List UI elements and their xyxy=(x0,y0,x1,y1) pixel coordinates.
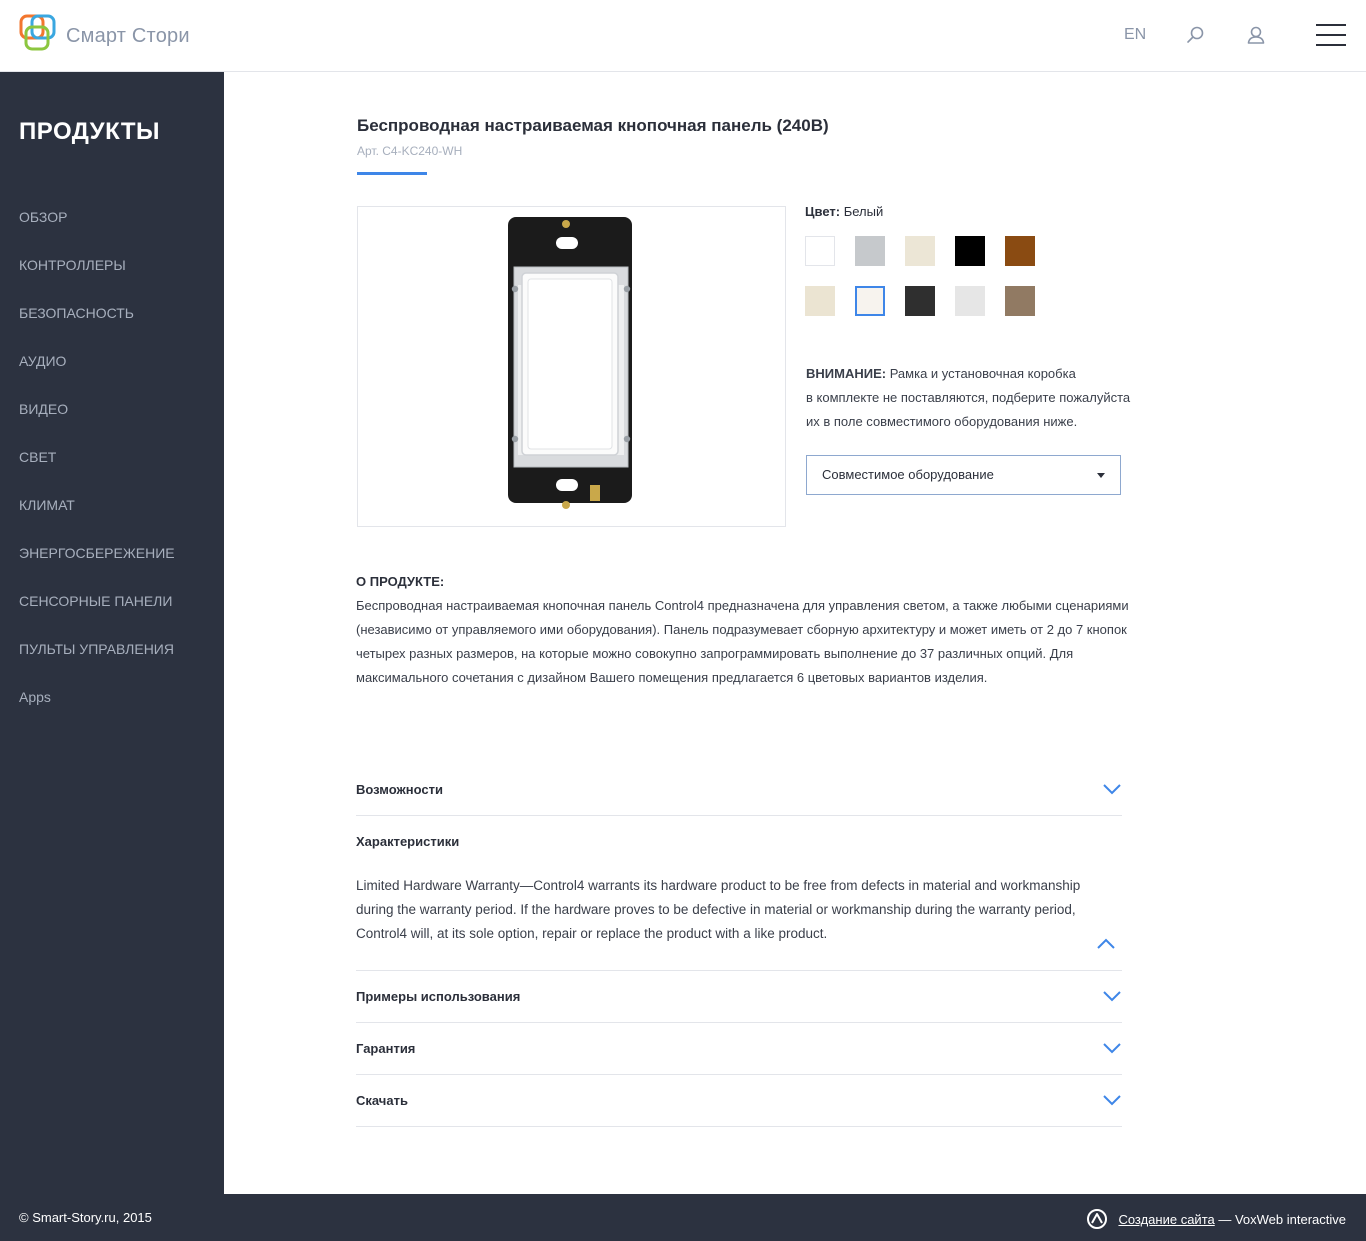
menu-bar xyxy=(1316,24,1346,26)
accordion-item-specs xyxy=(356,816,1122,971)
color-swatch[interactable] xyxy=(805,236,835,266)
accordion-header-features[interactable] xyxy=(356,764,1122,815)
notice xyxy=(806,362,1166,434)
sidebar xyxy=(0,72,224,1194)
chevron-down-icon xyxy=(1102,988,1122,1004)
caret-down-icon xyxy=(1097,473,1105,478)
menu-button[interactable] xyxy=(1316,22,1346,48)
chevron-down-icon xyxy=(1102,781,1122,797)
accordion-item-warranty xyxy=(356,1023,1122,1075)
sidebar-item-remotes[interactable]: ПУЛЬТЫ УПРАВЛЕНИЯ xyxy=(19,641,174,657)
sidebar-title: ПРОДУКТЫ xyxy=(19,118,161,145)
search-icon[interactable] xyxy=(1185,25,1205,45)
accordion-item-download xyxy=(356,1075,1122,1127)
site-footer xyxy=(0,1194,1366,1241)
chevron-down-icon xyxy=(1102,1040,1122,1056)
color-swatch[interactable] xyxy=(1005,286,1035,316)
compatible-equipment-select[interactable] xyxy=(806,455,1121,495)
product-accordion xyxy=(356,764,1122,1127)
about-text: Беспроводная настраиваемая кнопочная панель Control4 предназначена для управления светом, а также любыми сценариями (независимо от управляемого ими оборудования). Панель подразумевает сборную архитектуру и может иметь от 2 до 7 кнопок четырех разных размеров, на которые можно совокупно запрограммировать выполнение до 37 различных опций. Для максимального сочетания с дизайном Вашего помещения предлагается 6 цветовых вариантов изделия. xyxy=(356,598,1129,685)
logo-icon xyxy=(19,14,57,58)
accordion-title: Скачать xyxy=(356,1093,408,1108)
menu-bar xyxy=(1316,34,1346,36)
accordion-item-use-cases xyxy=(356,971,1122,1023)
color-label-key: Цвет: xyxy=(805,204,841,219)
accordion-title: Примеры использования xyxy=(356,989,521,1004)
voxweb-logo-icon xyxy=(1086,1208,1108,1230)
sidebar-item-overview[interactable]: ОБЗОР xyxy=(19,209,68,225)
sidebar-item-energy[interactable]: ЭНЕРГОСБЕРЕЖЕНИЕ xyxy=(19,545,175,561)
sidebar-item-climate[interactable]: КЛИМАТ xyxy=(19,497,75,513)
sidebar-item-controllers[interactable]: КОНТРОЛЛЕРЫ xyxy=(19,257,126,273)
notice-label: ВНИМАНИЕ: xyxy=(806,366,887,381)
accordion-header-specs[interactable] xyxy=(356,816,1122,854)
color-swatch[interactable] xyxy=(855,236,885,266)
accordion-body-specs xyxy=(356,854,1116,970)
sidebar-item-video[interactable]: ВИДЕО xyxy=(19,401,69,417)
language-switch[interactable]: EN xyxy=(1124,26,1147,43)
title-accent-bar xyxy=(357,172,427,175)
color-swatch[interactable] xyxy=(955,286,985,316)
accordion-header-use-cases[interactable] xyxy=(356,971,1122,1022)
accordion-item-features xyxy=(356,764,1122,816)
accordion-header-warranty[interactable] xyxy=(356,1023,1122,1074)
product-sku: Арт. C4-KC240-WH xyxy=(357,144,463,158)
notice-line-1: Рамка и установочная коробка xyxy=(886,366,1076,381)
accordion-header-download[interactable] xyxy=(356,1075,1122,1126)
accordion-title: Возможности xyxy=(356,782,443,797)
logo-link[interactable] xyxy=(19,14,190,58)
color-swatch[interactable] xyxy=(805,286,835,316)
sidebar-item-apps[interactable]: Apps xyxy=(19,689,51,705)
chevron-down-icon xyxy=(1102,1092,1122,1108)
sidebar-item-light[interactable]: СВЕТ xyxy=(19,449,57,465)
menu-bar xyxy=(1316,44,1346,46)
product-image xyxy=(357,206,786,527)
sidebar-item-audio[interactable]: АУДИО xyxy=(19,353,67,369)
color-swatch[interactable] xyxy=(955,236,985,266)
about-title: О ПРОДУКТЕ: xyxy=(356,574,445,589)
color-swatch[interactable] xyxy=(905,236,935,266)
copyright: © Smart-Story.ru, 2015 xyxy=(19,1210,152,1225)
accordion-title: Характеристики xyxy=(356,834,460,849)
chevron-up-icon[interactable] xyxy=(1096,936,1116,952)
site-header xyxy=(0,0,1366,72)
user-icon[interactable] xyxy=(1246,25,1266,45)
notice-line-3: их в поле совместимого оборудования ниже. xyxy=(806,414,1078,429)
color-swatch[interactable] xyxy=(855,286,885,316)
compatible-equipment-value: Совместимое оборудование xyxy=(822,467,994,482)
color-swatch[interactable] xyxy=(1005,236,1035,266)
color-label-value: Белый xyxy=(843,204,884,219)
sidebar-item-touch-panels[interactable]: СЕНСОРНЫЕ ПАНЕЛИ xyxy=(19,593,173,609)
keypad-illustration xyxy=(358,207,785,526)
logo-text: Смарт Стори xyxy=(66,24,190,47)
sidebar-nav xyxy=(19,208,175,736)
sidebar-item-security[interactable]: БЕЗОПАСНОСТЬ xyxy=(19,305,134,321)
notice-line-2: в комплекте не поставляются, подберите пожалуйста xyxy=(806,390,1131,405)
product-title: Беспроводная настраиваемая кнопочная панель (240В) xyxy=(357,116,829,135)
color-label xyxy=(805,204,883,219)
credits xyxy=(1086,1208,1346,1230)
credits-text: — VoxWeb interactive xyxy=(1214,1211,1346,1227)
site-creation-link[interactable]: Создание сайта xyxy=(1118,1211,1215,1227)
accordion-body-text: Limited Hardware Warranty—Control4 warrants its hardware product to be free from defects in material and workmanship during the warranty period. If the hardware proves to be defective in material or workmanship during the warranty period, Control4 will, at its sole option, repair or replace the product with a like product. xyxy=(356,878,1081,941)
color-swatch[interactable] xyxy=(905,286,935,316)
accordion-title: Гарантия xyxy=(356,1041,416,1056)
